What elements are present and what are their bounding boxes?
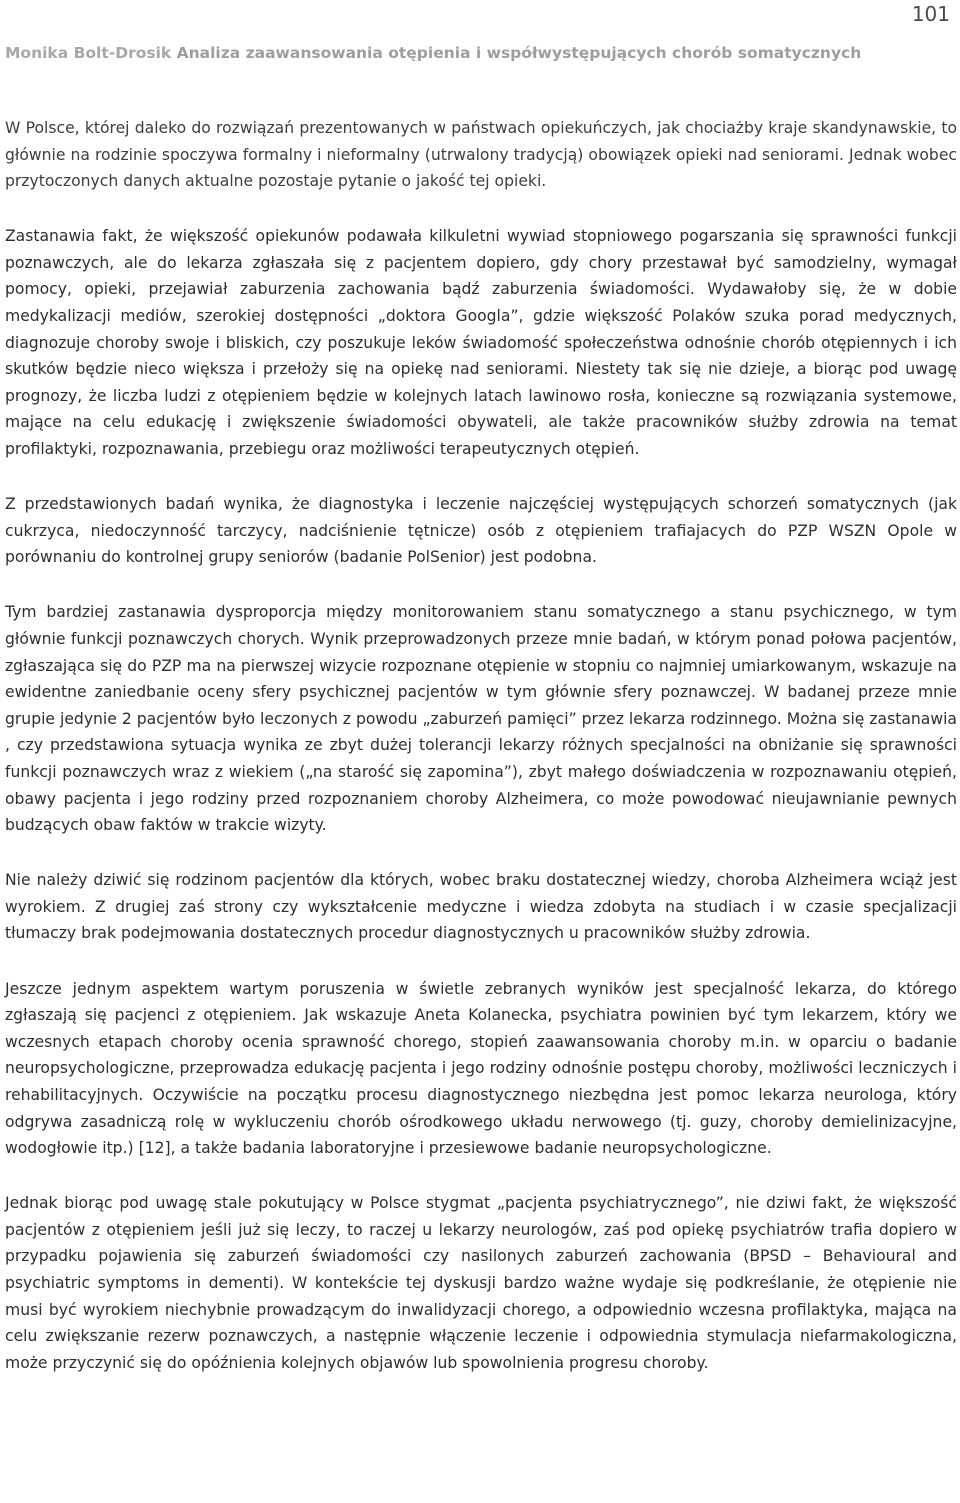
- paragraph: Tym bardziej zastanawia dysproporcja między monitorowaniem stanu somatycznego a stanu psychicznego, w tym głównie funkcji poznawczych chorych. Wynik przeprowadzonych przeze mnie badań, w którym ponad połowa pacjentów, zgłaszająca się do PZP ma na pierwszej wizycie rozpoznane otępienie w stopniu co najmniej umiarkowanym, wskazuje na ewidentne zaniedbanie oceny sfery psychicznej pacjentów w tym głównie sfery poznawczej. W badanej przeze mnie grupie jedynie 2 pacjentów było leczonych z powodu „zaburzeń pamięci” przez lekarza rodzinnego. Można się zastanawia , czy przedstawiona sytuacja wynika ze zbyt dużej tolerancji lekarzy różnych specjalności na obniżanie się sprawności funkcji poznawczych wraz z wiekiem („na starość się zapomina”), zbyt małego doświadczenia w rozpoznawaniu otępień, obawy pacjenta i jego rodziny przed rozpoznaniem choroby Alzheimera, co może powodować nieujawnianie pewnych budzących obaw faktów w trakcie wizyty.: [5, 603, 957, 835]
- paragraph: W Polsce, której daleko do rozwiązań prezentowanych w państwach opiekuńczych, jak chociażby kraje skandynawskie, to głównie na rodzinie spoczywa formalny i nieformalny (utrwalony tradycją) obowiązek opieki nad seniorami. Jednak wobec przytoczonych danych aktualne pozostaje pytanie o jakość tej opieki.: [5, 119, 957, 191]
- running-header: [5, 44, 861, 62]
- paragraph: Nie należy dziwić się rodzinom pacjentów dla których, wobec braku dostatecznej wiedzy, choroba Alzheimera wciąż jest wyrokiem. Z drugiej zaś strony czy wykształcenie medyczne i wiedza zdobyta na studiach i w czasie specjalizacji tłumaczy brak podejmowania dostatecznych procedur diagnostycznych u pracowników służby zdrowia.: [5, 871, 957, 943]
- header-author: Monika Bolt-Drosik: [5, 44, 172, 62]
- article-body: [5, 115, 957, 1405]
- page-number: 101: [911, 2, 950, 26]
- paragraph: Jeszcze jednym aspektem wartym poruszenia w świetle zebranych wyników jest specjalność lekarza, do którego zgłaszają się pacjenci z otępieniem. Jak wskazuje Aneta Kolanecka, psychiatra powinien być tym lekarzem, który we wczesnych etapach choroby ocenia sprawność chorego, stopień zaawansowania choroby m.in. w oparciu o badanie neuropsychologiczne, przeprowadza edukację pacjenta i jego rodziny odnośnie postępu choroby, możliwości leczniczych i rehabilitacyjnych. Oczywiście na początku procesu diagnostycznego niezbędna jest pomoc lekarza neurologa, który odgrywa zasadniczą rolę w wykluczeniu chorób ośrodkowego układu nerwowego (tj. guzy, choroby demielinizacyjne, wodogłowie itp.) [12], a także badania laboratoryjne i przesiewowe badanie neuropsychologiczne.: [5, 979, 957, 1158]
- header-title: Analiza zaawansowania otępienia i współwystępujących chorób somatycznych: [176, 44, 862, 62]
- paragraph: Jednak biorąc pod uwagę stale pokutujący w Polsce stygmat „pacjenta psychiatrycznego”, nie dziwi fakt, że większość pacjentów z otępieniem jeśli już się leczy, to raczej u lekarzy neurologów, zaś pod opiekę psychiatrów trafia dopiero w przypadku pojawienia się zaburzeń świadomości czy nasilonych zaburzeń zachowania (BPSD – Behavioural and psychiatric symptoms in dementi). W kontekście tej dyskusji bardzo ważne wydaje się podkreślanie, że otępienie nie musi być wyrokiem niechybnie prowadzącym do inwalidyzacji chorego, a odpowiednio wczesna profilaktyka, mająca na celu zwiększanie rezerw poznawczych, a następnie włączenie leczenie i odpowiednia stymulacja niefarmakologiczna, może przyczynić się do opóźnienia kolejnych objawów lub spowolnienia progresu choroby.: [5, 1194, 957, 1372]
- paragraph: Zastanawia fakt, że większość opiekunów podawała kilkuletni wywiad stopniowego pogarszania się sprawności funkcji poznawczych, ale do lekarza zgłaszała się z pacjentem dopiero, gdy chory przestawał być samodzielny, wymagał pomocy, opieki, przejawiał zaburzenia zachowania bądź zaburzenia świadomości. Wydawałoby się, że w dobie medykalizacji mediów, szerokiej dostępności „doktora Googla”, gdzie większość Polaków szuka porad medycznych, diagnozuje choroby swoje i bliskich, czy poszukuje leków świadomość społeczeństwa odnośnie chorób otępiennych i ich skutków będzie nieco większa i przełoży się na opiekę nad seniorami. Niestety tak się nie dzieje, a biorąc pod uwagę prognozy, że liczba ludzi z otępieniem będzie w kolejnych latach lawinowo rosła, konieczne są rozwiązania systemowe, mające na celu edukację i zwiększenie świadomości obywateli, ale także pracowników służby zdrowia na temat profilaktyki, rozpoznawania, przebiegu oraz możliwości terapeutycznych otępień.: [5, 227, 957, 459]
- paragraph: Z przedstawionych badań wynika, że diagnostyka i leczenie najczęściej występujących schorzeń somatycznych (jak cukrzyca, niedoczynność tarczycy, nadciśnienie tętnicze) osób z otępieniem trafiajacych do PZP WSZN Opole w porównaniu do kontrolnej grupy seniorów (badanie PolSenior) jest podobna.: [5, 495, 957, 567]
